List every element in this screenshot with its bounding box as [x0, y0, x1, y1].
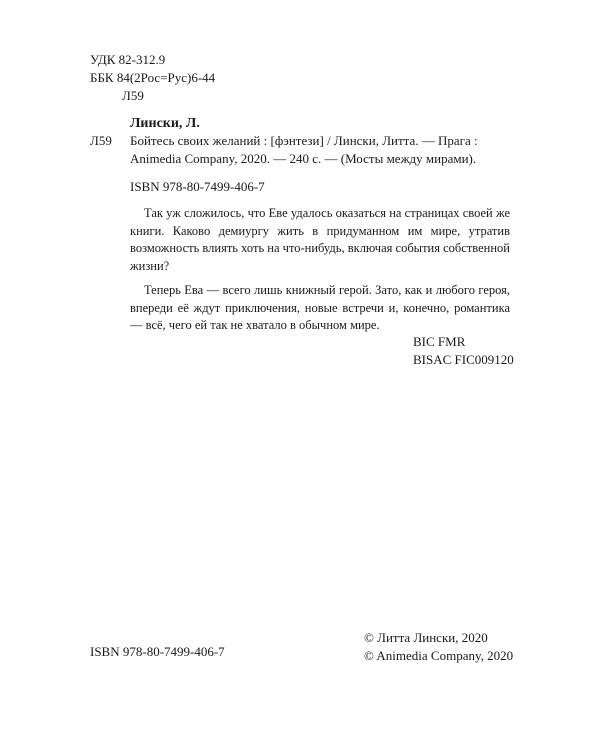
author-heading: Лински, Л. [130, 116, 200, 131]
isbn-catalog: ISBN 978-80-7499-406-7 [130, 179, 265, 194]
bibliographic-description-line-2: Animedia Company, 2020. — 240 с. — (Мосты между мирами). [130, 151, 477, 166]
bbk-code: ББК 84(2Рос=Рус)6-44 [90, 70, 216, 85]
copyright-author: © Литта Лински, 2020 [364, 630, 488, 645]
bisac-code: BISAC FIC009120 [413, 352, 514, 367]
author-sign: Л59 [122, 88, 144, 103]
bic-code: BIC FMR [413, 334, 466, 349]
annotation-paragraph: Теперь Ева — всего лишь книжный герой. Зато, как и любого героя, впереди её ждут приключения, новые встречи и, конечно, романтика — всё, чего ей так не хватало в обычном мире. [130, 283, 510, 332]
isbn-footer: ISBN 978-80-7499-406-7 [90, 644, 225, 659]
copyright-publisher: © Animedia Company, 2020 [364, 648, 514, 663]
annotation-paragraph: Так уж сложилось, что Еве удалось оказаться на страницах своей же книги. Каково демиургу жить в придуманном им мире, утратив возможность влиять хоть на что-нибудь, включая события собственной жизни? [130, 206, 510, 273]
udk-code: УДК 82-312.9 [90, 52, 166, 67]
catalog-author-sign: Л59 [90, 133, 112, 148]
annotation [130, 205, 510, 342]
bibliographic-description-line-1: Бойтесь своих желаний : [фэнтези] / Лински, Литта. — Прага : [130, 133, 478, 148]
